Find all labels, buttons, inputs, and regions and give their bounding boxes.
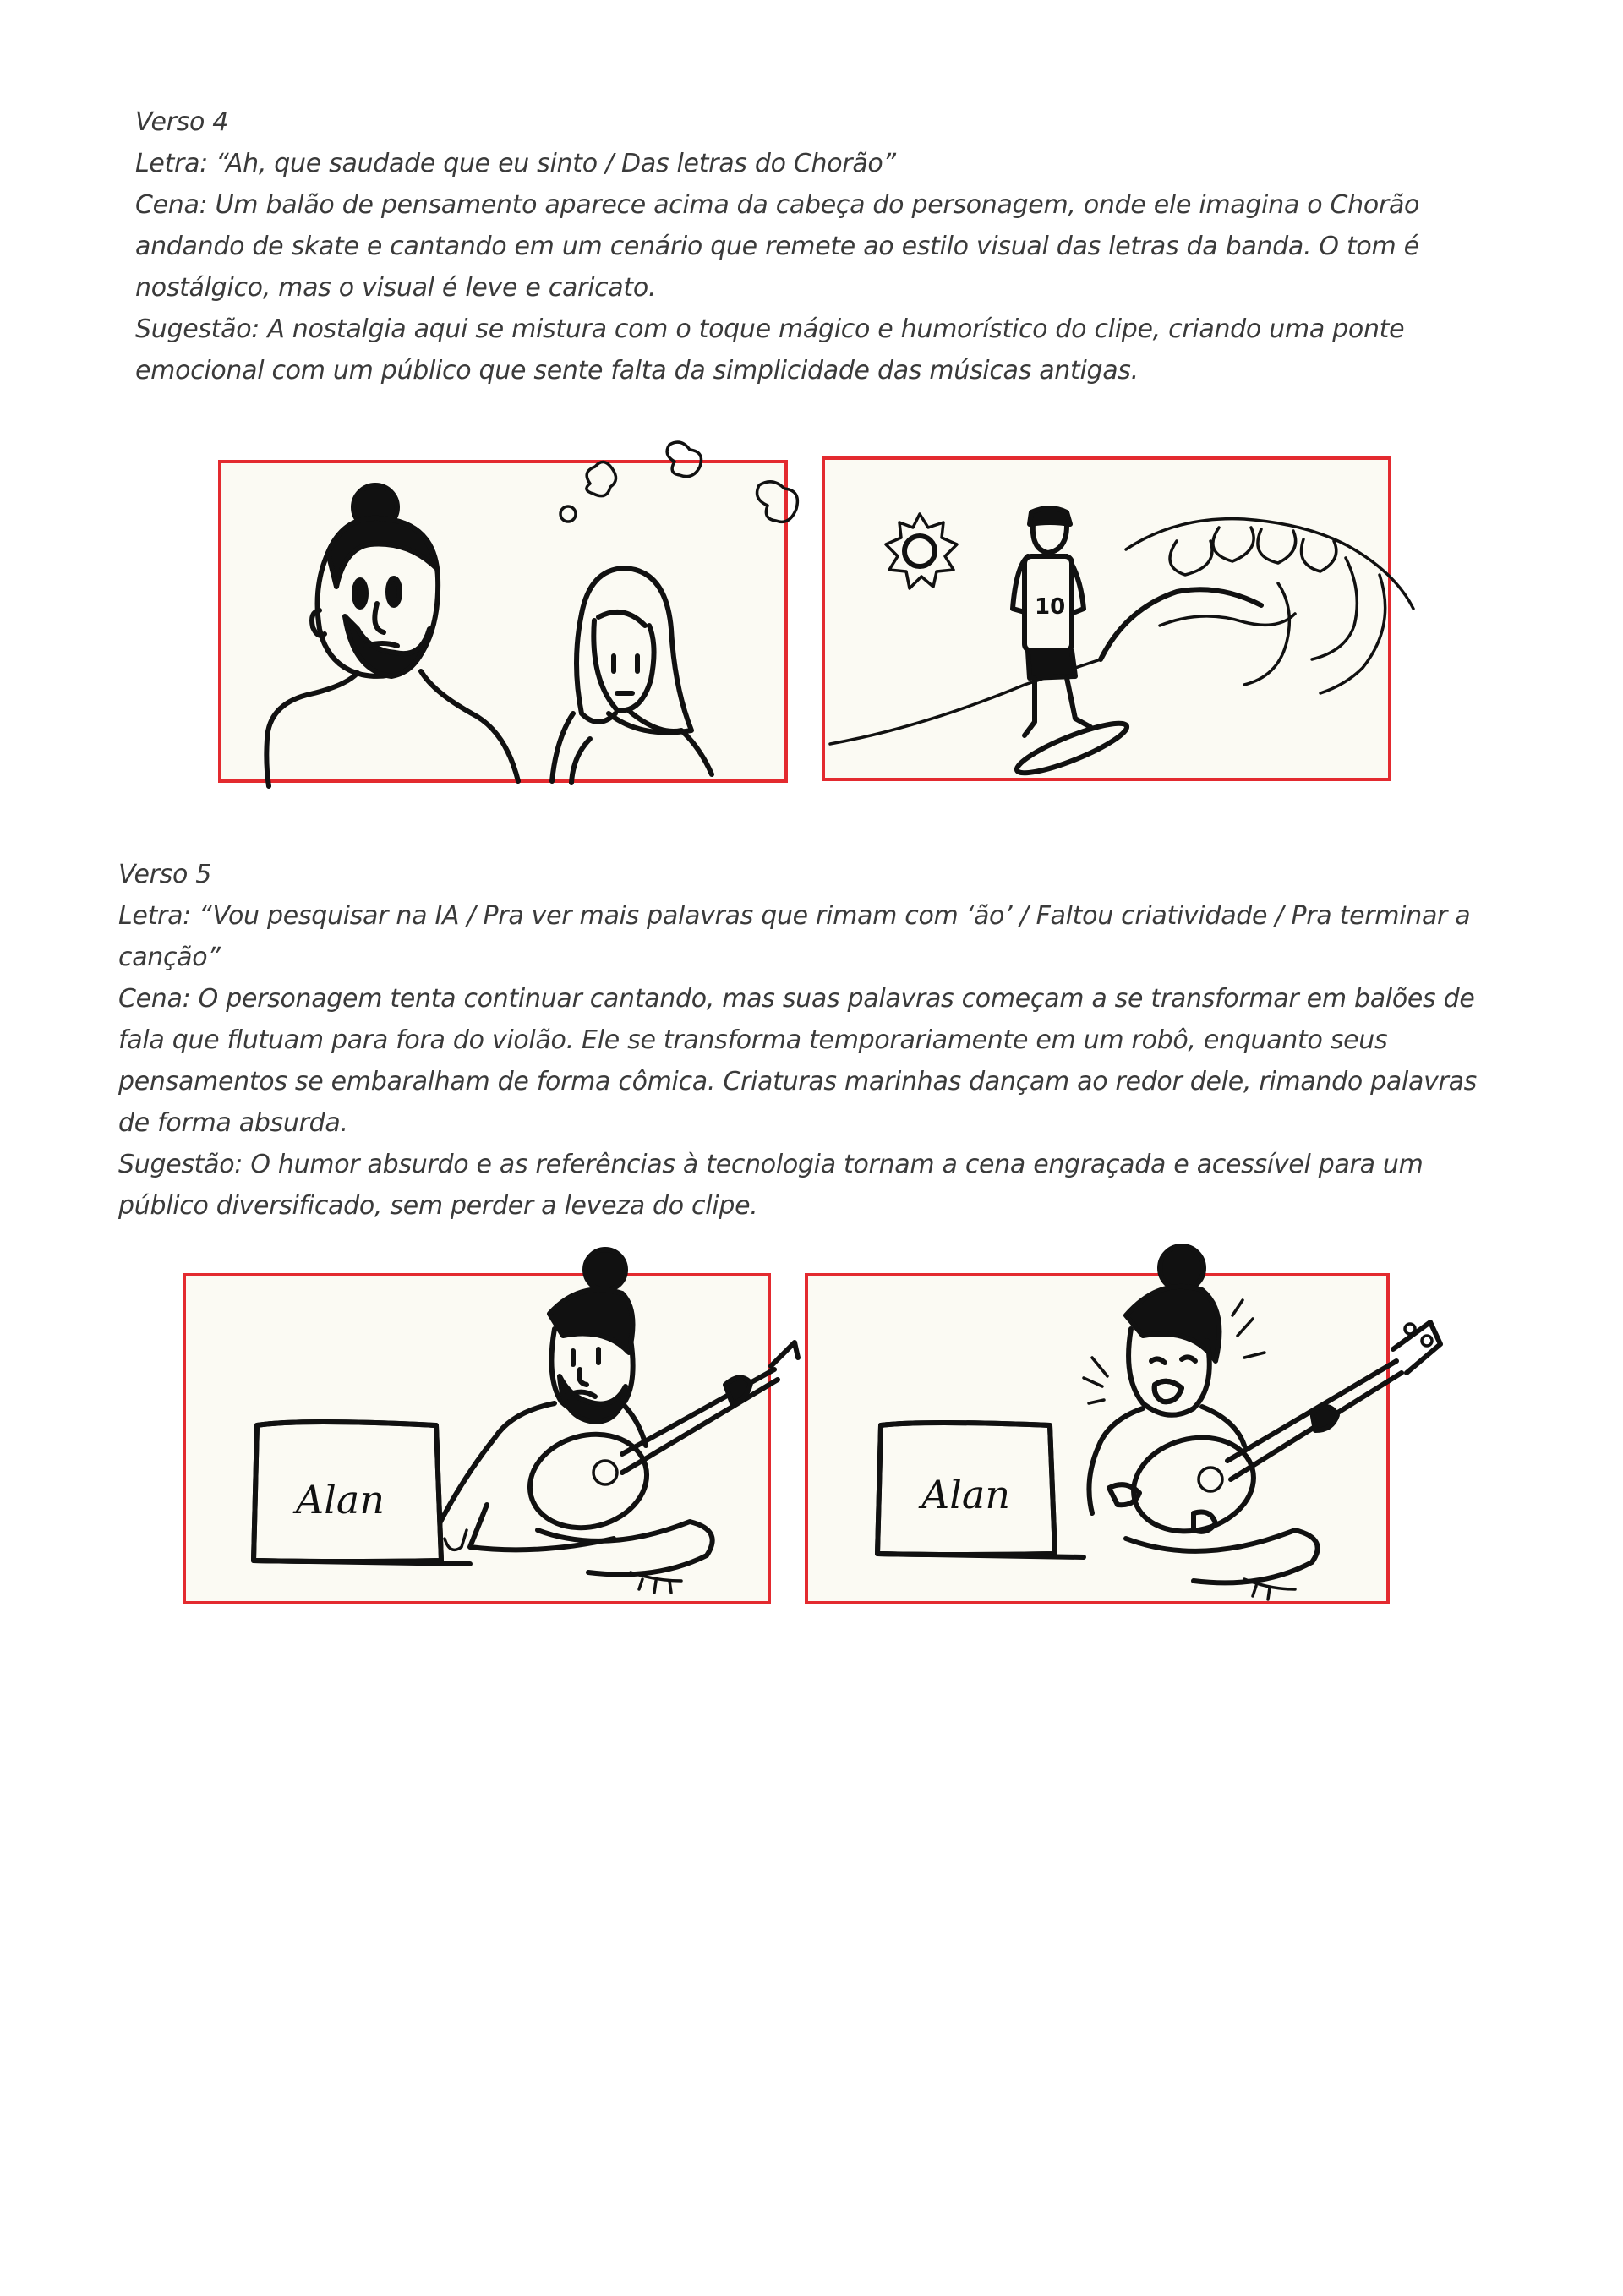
verse-5-suggestion: Sugestão: O humor absurdo e as referências à tecnologia tornam a cena engraçada e acessível para um público diversificado, sem perder a leveza do clipe. bbox=[118, 1150, 1424, 1221]
verse-4-title: Verso 4 bbox=[135, 107, 229, 137]
verse-5-lyrics: Letra: “Vou pesquisar na IA / Pra ver mais palavras que rimam com ‘ão’ / Faltou criatividade / Pra terminar a canção” bbox=[118, 901, 1471, 972]
laptop-label: Alan bbox=[296, 1477, 385, 1522]
verse-4-lyrics: Letra: “Ah, que saudade que eu sinto / Das letras do Chorão” bbox=[135, 149, 896, 178]
verse-5-scene: Cena: O personagem tenta continuar cantando, mas suas palavras começam a se transformar em balões de fala que flutuam para fora do violão. Ele se transforma temporariamente em um robô, enquanto seus pensamentos se embaralham de forma cômica. Criaturas marinhas dançam ao redor dele, rimando palavras de forma absurda. bbox=[118, 984, 1477, 1138]
singing-guitar-drawing bbox=[805, 1234, 1464, 1606]
verse-5-title: Verso 5 bbox=[118, 860, 212, 889]
laptop-guitar-drawing bbox=[183, 1251, 825, 1606]
laptop-label: Alan bbox=[921, 1472, 1010, 1517]
verse-4-suggestion: Sugestão: A nostalgia aqui se mistura com o toque mágico e humorístico do clipe, criando uma ponte emocional com um público que sente falta da simplicidade das músicas antigas. bbox=[135, 314, 1405, 385]
verse-4-block bbox=[135, 101, 1471, 391]
verse-5-block bbox=[118, 854, 1505, 1227]
jersey-number: 10 bbox=[1035, 594, 1066, 620]
couple-drawing bbox=[218, 460, 788, 798]
verse-4-scene: Cena: Um balão de pensamento aparece acima da cabeça do personagem, onde ele imagina o Chorão andando de skate e cantando em um cenário que remete ao estilo visual das letras da banda. O tom é nostálgico, mas o visual é leve e caricato. bbox=[135, 190, 1420, 303]
surfer-drawing bbox=[822, 456, 1430, 781]
